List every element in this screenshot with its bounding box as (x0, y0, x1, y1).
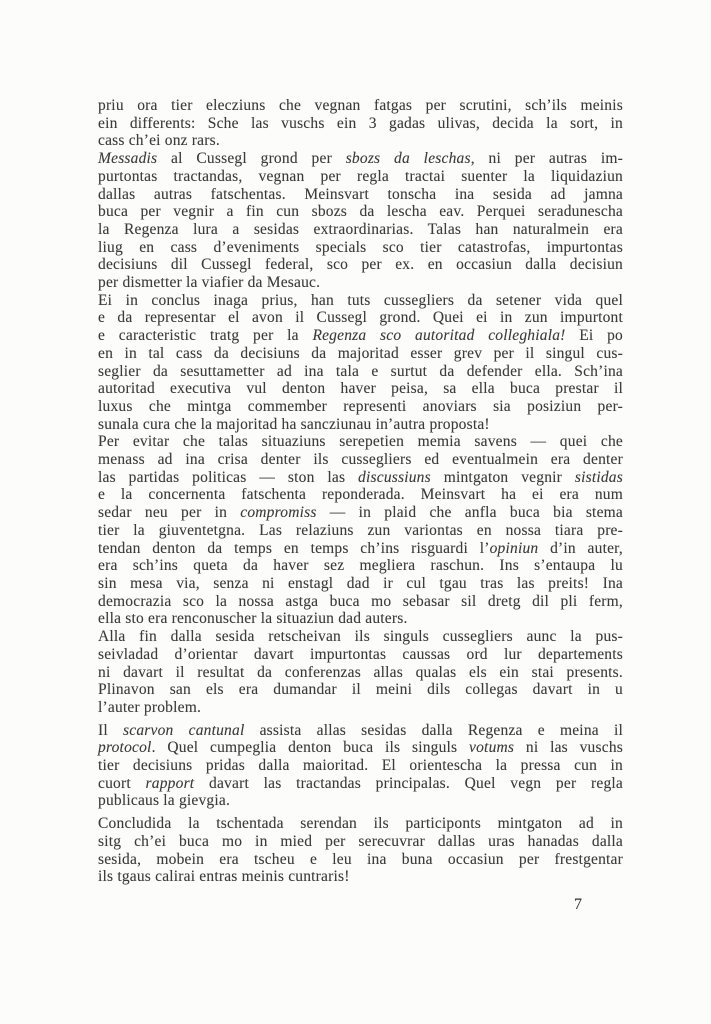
text-run: purtontas tractandas, vegnan per regla tractai suenter la liquidaziun (98, 167, 623, 185)
text-line (98, 451, 623, 469)
text-run: l’auter problem. (98, 698, 202, 716)
text-line (98, 186, 623, 204)
text-line (98, 775, 623, 793)
text-line (98, 363, 623, 381)
text-run-italic: Messadis (98, 150, 158, 168)
text-run: Il (98, 721, 124, 739)
paragraph (98, 628, 623, 717)
text-line (98, 628, 623, 646)
text-run: e da representar el avon il Cussegl grond. Quei ei in zun impurtont (98, 309, 623, 327)
text-run: sesida, mobein era tscheu e leu ina buna occasiun per frestgentar (98, 850, 623, 868)
text-line (98, 132, 623, 150)
text-run: sunala cura che la majoritad ha sancziunau in’autra proposta! (98, 415, 490, 433)
text-run: las partidas politicas — ston las (98, 468, 359, 486)
text-run: tier la giuventetgna. Las relaziuns zun variontas en nossa tiara pre- (98, 521, 623, 539)
text-line (98, 664, 623, 682)
text-run: sedar neu per in (98, 504, 241, 522)
paragraph (98, 150, 623, 292)
text-run: Ei in conclus inaga prius, han tuts cussegliers da setener vida quel (98, 291, 623, 309)
text-run-italic: compromiss (240, 504, 317, 522)
text-run: liug en cass d’eveniments specials sco tier catastrofas, impurtontas (98, 238, 623, 256)
text-line (98, 815, 623, 833)
text-line (98, 646, 623, 664)
text-run: Per evitar che talas situaziuns serepetien memia savens — quei che (98, 433, 623, 451)
text-run: , ni per autras im- (470, 150, 623, 168)
text-run: luxus che mintga commember representi anoviars sia posiziun per- (98, 397, 623, 415)
text-line (98, 593, 623, 611)
text-run-italic: sistidas (574, 468, 623, 486)
text-line (98, 833, 623, 851)
text-run: davart las tractandas principalas. Quel vegn per regla (194, 774, 623, 792)
text-line (98, 851, 623, 869)
text-line (98, 699, 623, 717)
text-run: menass ad ina crisa denter ils cussegliers ed eventualmein era denter (98, 451, 623, 469)
text-run: democrazia sco la nossa astga buca mo sebasar sil dretg dil pli ferm, (98, 592, 623, 610)
text-run: la Regenza lura a sesidas extraordinarias. Talas han naturalmein era (98, 220, 623, 238)
text-run: . Quel cumpeglia denton buca ils singuls (151, 739, 470, 757)
text-line (98, 398, 623, 416)
text-run: al Cussegl grond per (157, 150, 346, 168)
text-line (98, 540, 623, 558)
text-line (98, 292, 623, 310)
text-run: sin mesa via, senza ni enstagl dad ir cul tgau tras las preits! Ina (98, 574, 623, 592)
text-run-italic: protocol (98, 739, 152, 757)
text-run: ein differents: Sche las vuschs ein 3 gadas ulivas, decida la sort, in (98, 114, 623, 132)
text-run: decisiuns dil Cussegl federal, sco per ex. en occasiun dalla decisiun (98, 256, 623, 274)
text-line (98, 610, 623, 628)
text-run: Concludida la tschentada serendan ils participonts mintgaton ad in (98, 815, 623, 833)
text-run: publicaus la gievgia. (98, 792, 231, 810)
text-run-italic: votums (469, 739, 515, 757)
text-line (98, 557, 623, 575)
text-run: assista allas sesidas dalla Regenza e meina il (244, 721, 623, 739)
page-number: 7 (574, 896, 582, 913)
text-line (98, 575, 623, 593)
text-line (98, 97, 623, 115)
paragraph (98, 97, 623, 150)
text-run: e caracteristic tratg per la (98, 327, 313, 345)
text-run: Ei po (565, 327, 623, 345)
text-run: — in plaid che anfla buca bia stema (316, 504, 623, 522)
text-line (98, 486, 623, 504)
text-line (98, 327, 623, 345)
text-run-italic: opiniun (489, 539, 539, 557)
text-run-italic: Regenza sco autoritad colleghiala! (312, 327, 566, 345)
text-line (98, 681, 623, 699)
text-run: era sch’ins queta da haver sez megliera raschun. Ins s’entaupa lu (98, 557, 623, 575)
text-run: autoritad executiva vul denton haver peisa, sa ella buca prestar il (98, 380, 623, 398)
text-line (98, 221, 623, 239)
text-line (98, 203, 623, 221)
text-run: Plinavon san els era dumandar il meini dils collegas davart in u (98, 681, 623, 699)
text-run: mintgaton vegnir (430, 468, 575, 486)
text-line (98, 380, 623, 398)
text-run: dallas autras fatschentas. Meinsvart tonscha ina sesida ad jamna (98, 185, 623, 203)
text-run: ni davart il resultat da conferenzas allas qualas els ein stai presents. (98, 663, 623, 681)
text-run: d’in auter, (538, 539, 623, 557)
text-line (98, 792, 623, 810)
text-line (98, 757, 623, 775)
text-line (98, 722, 623, 740)
text-run: ella sto era renconuscher la situaziun dad auters. (98, 610, 408, 628)
paragraph (98, 722, 623, 811)
text-line (98, 469, 623, 487)
text-run: seglier da sesuttametter ad ina tala e surtut da defender ella. Sch’ina (98, 362, 623, 380)
paragraph (98, 433, 623, 628)
text-run: priu ora tier elecziuns che vegnan fatgas per scrutini, sch’ils meinis (98, 97, 623, 114)
text-line (98, 868, 623, 886)
text-run: sitg ch’ei buca mo in mied per serecuvrar dallas uras hanadas dalla (98, 832, 623, 850)
paragraph (98, 292, 623, 434)
text-run: cass ch’ei onz rars. (98, 132, 220, 150)
text-run: per dismetter la viafier da Mesauc. (98, 274, 321, 292)
text-line (98, 274, 623, 292)
text-run-italic: scarvon cantunal (123, 721, 245, 739)
text-line (98, 345, 623, 363)
text-run: seivladad d’orientar davart impurtontas caussas ord lur departements (98, 645, 623, 663)
text-run-italic: rapport (145, 774, 195, 792)
text-line (98, 522, 623, 540)
text-run: tendan denton da temps en temps ch’ins risguardi l’ (98, 539, 490, 557)
text-line (98, 416, 623, 434)
text-run-italic: discussiuns (358, 468, 431, 486)
text-run: tier decisiuns pridas dalla maioritad. El orientescha la pressa cun in (98, 757, 623, 775)
text-line (98, 309, 623, 327)
text-run: e la concernenta fatschenta reponderada. Meinsvart ha ei era num (98, 486, 623, 504)
text-run: cuort (98, 774, 146, 792)
paragraph (98, 815, 623, 886)
text-line (98, 433, 623, 451)
text-line (98, 504, 623, 522)
text-line (98, 256, 623, 274)
text-run: en in tal cass da decisiuns da majoritad esser grev per il singul cus- (98, 344, 623, 362)
text-run: Alla fin dalla sesida retscheivan ils singuls cussegliers aunc la pus- (98, 628, 623, 646)
text-run: buca per vegnir a fin cun sbozs da lescha eav. Perquei seradunescha (98, 203, 623, 221)
text-run: ni las vuschs (514, 739, 623, 757)
body-text-column (98, 97, 623, 886)
text-run: ils tgaus calirai entras meinis cuntraris! (98, 868, 350, 886)
text-line (98, 739, 623, 757)
text-line (98, 115, 623, 133)
text-run-italic: sbozs da leschas (345, 150, 471, 168)
text-line (98, 168, 623, 186)
text-line (98, 239, 623, 257)
text-line (98, 150, 623, 168)
